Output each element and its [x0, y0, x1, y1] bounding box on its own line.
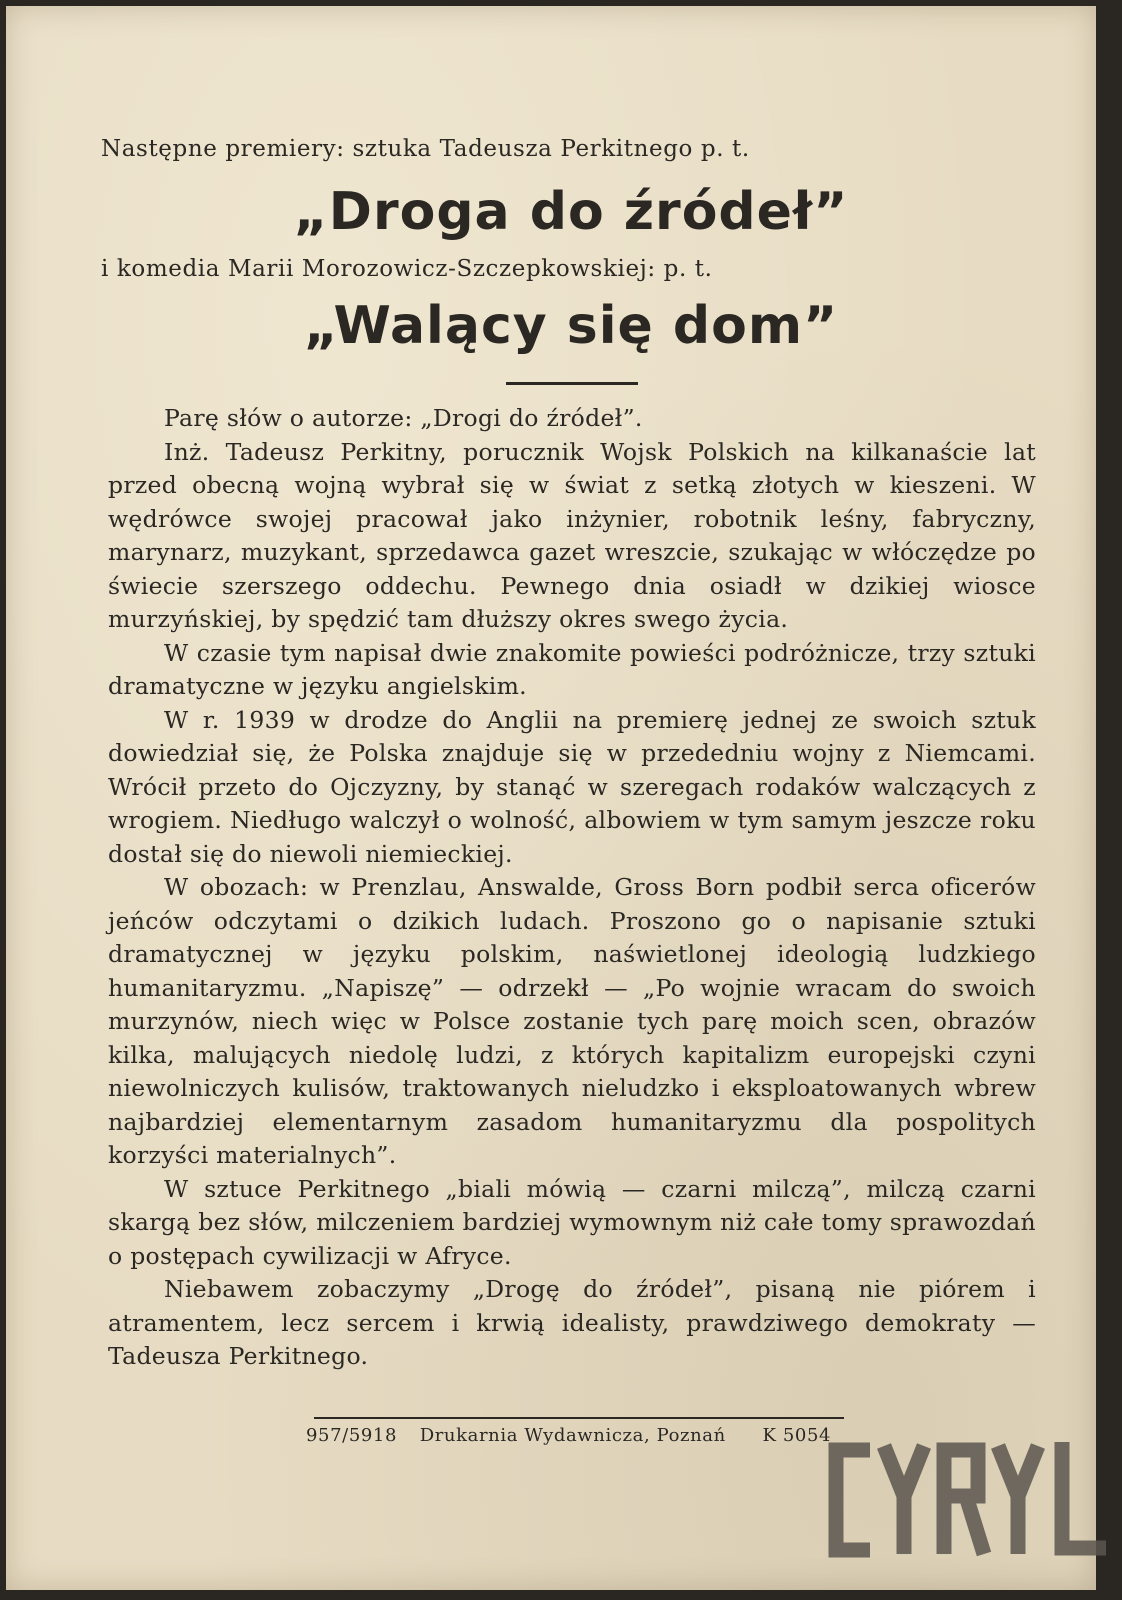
article-body — [108, 402, 1036, 1374]
paragraph: W obozach: w Prenzlau, Answalde, Gross Born podbił serca oficerów jeńców odczytami o dzikich ludach. Proszono go o napisanie sztuki dramatycznej w języku polskim, naświetlonej ideologią ludzkiego humanitaryzmu. „Napiszę” — odrzekł — „Po wojnie wracam do swoich murzynów, niech więc w Polsce zostanie tych parę moich scen, obrazów kilka, malujących niedolę ludzi, z których kapitalizm europejski czyni niewolniczych kulisów, traktowanych nieludzko i eksploatowanych wbrew najbardziej elementarnym zasadom humanitaryzmu dla pospolitych korzyści materialnych”. — [108, 873, 1036, 1169]
paragraph: W r. 1939 w drodze do Anglii na premierę jednej ze swoich sztuk dowiedział się, że Polska znajduje się w przededniu wojny z Niemcami. Wrócił przeto do Ojczyzny, by stanąć w szeregach rodaków walczących z wrogiem. Niedługo walczył o wolność, albowiem w tym samym jeszcze roku dostał się do niewoli niemieckiej. — [108, 705, 1036, 868]
censor-code: K 5054 — [762, 1425, 832, 1446]
cyryl-watermark-logo — [822, 1432, 1112, 1562]
paragraph: W sztuce Perkitnego „biali mówią — czarni milczą”, milczą czarni skargą bez słów, milczeniem bardziej wymownym niż całe tomy sprawozdań o postępach cywilizacji w Afryce. — [108, 1174, 1036, 1270]
section-divider — [506, 382, 638, 385]
intro-line-second-premiere: i komedia Marii Morozowicz-Szczepkowskiej: p. t. — [101, 256, 713, 282]
document-sheet — [6, 6, 1096, 1590]
paragraph: W czasie tym napisał dwie znakomite powieści podróżnicze, trzy sztuki dramatyczne w języku angielskim. — [108, 638, 1036, 700]
intro-line-first-premiere: Następne premiery: sztuka Tadeusza Perkitnego p. t. — [101, 136, 750, 162]
title-droga-do-zrodel: „Droga do źródeł” — [293, 182, 849, 242]
title-walacy-sie-dom: „Walący się dom” — [303, 296, 839, 356]
paragraph: Niebawem zobaczymy „Drogę do źródeł”, pisaną nie piórem i atramentem, lecz sercem i krwią idealisty, prawdziwego demokraty — Tadeusza Perkitnego. — [108, 1275, 1036, 1370]
paragraph-heading: Parę słów o autorze: „Drogi do źródeł”. — [164, 404, 643, 432]
printer-name: Drukarnia Wydawnicza, Poznań — [419, 1425, 726, 1446]
paragraph: Inż. Tadeusz Perkitny, porucznik Wojsk Polskich na kilkanaście lat przed obecną wojną wybrał się w świat z setką złotych w kieszeni. W wędrówce swojej pracował jako inżynier, robotnik leśny, fabryczny, marynarz, muzykant, sprzedawca gazet wreszcie, szukając w włóczędze po świecie szerszego oddechu. Pewnego dnia osiadł w dzikiej wiosce murzyńskiej, by spędzić tam dłuższy okres swego życia. — [108, 437, 1036, 633]
footer-divider — [314, 1417, 844, 1419]
printer-imprint — [306, 1425, 866, 1446]
order-number: 957/5918 — [306, 1425, 398, 1446]
